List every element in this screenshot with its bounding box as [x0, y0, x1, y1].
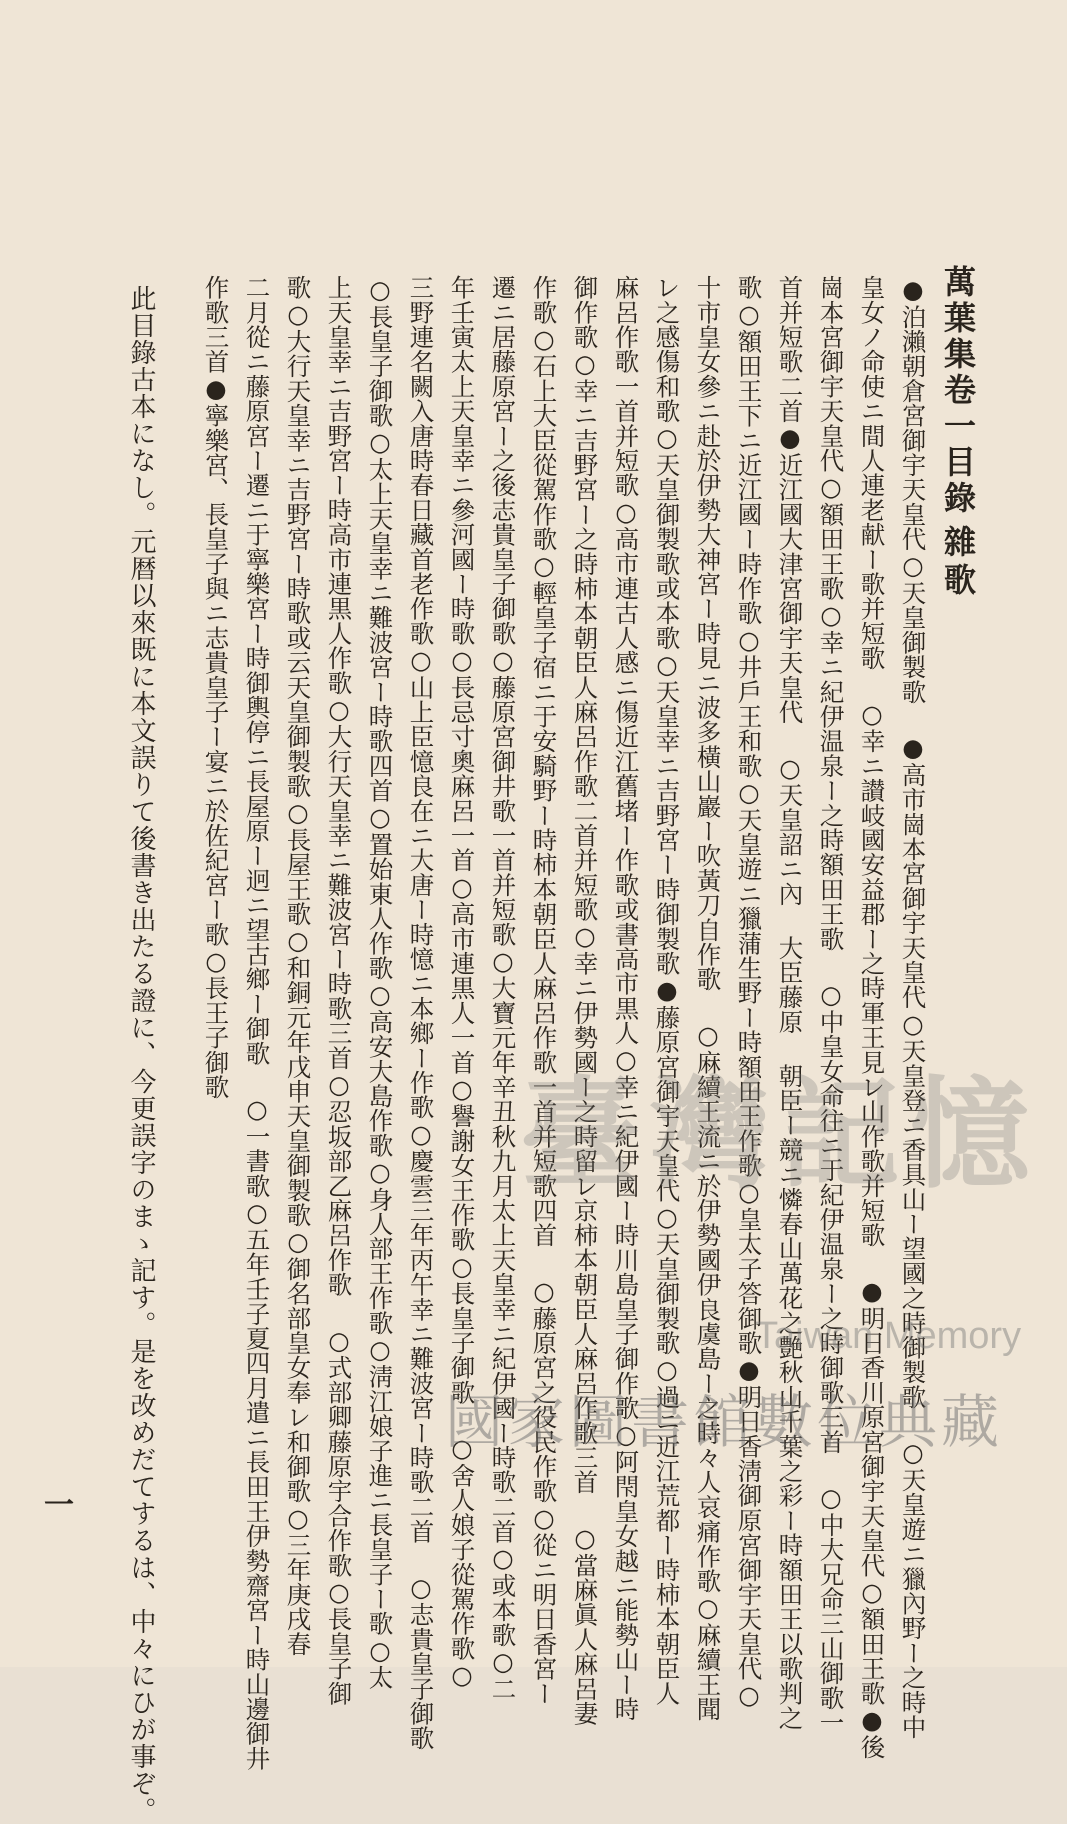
contents-line-18: 作歌三首●寧樂宮、長皇子與ニ志貴皇子ー宴ニ於佐紀宮ー歌○長王子御歌: [201, 275, 231, 1100]
contents-line-3: 崗本宮御宇天皇代○額田王歌○幸ニ紀伊温泉ー之時額田王歌 ○中皇女命往ニ于紀伊温泉ー之時御歌三首 ○中大兄命三山御歌一: [816, 275, 846, 1735]
contents-line-12: 年壬寅太上天皇幸ニ參河國ー時歌○長忌寸奧麻呂一首○高市連黒人一首○譽謝女王作歌○長皇子御歌 ○舍人娘子從駕作歌○: [447, 275, 477, 1690]
section-heading: 雜歌: [939, 525, 977, 601]
editorial-note: 此目錄古本になし。元暦以來既に本文誤りて後書き出たる證に、今更誤字のまゝ記す。是を改めだてするは、中々にひが事ぞ。: [126, 285, 156, 1824]
contents-line-2: 皇女ノ命使ニ間人連老献ー歌并短歌 ○幸ニ讃岐國安益郡ー之時軍王見レ山作歌并短歌 ●明日香川原宮御宇天皇代○額田王歌●後: [857, 275, 887, 1760]
contents-line-11: 遷ニ居藤原宮ー之後志貴皇子御歌○藤原宮御井歌一首并短歌○大寶元年辛丑秋九月太上天皇幸ニ紀伊國ー時歌二首○或本歌○二: [488, 275, 518, 1701]
contents-line-13: 三野連名闕入唐時春日藏首老作歌○山上臣憶良在ニ大唐ー時憶ニ本鄉ー作歌○慶雲三年丙午幸ニ難波宮ー時歌二首 ○志貴皇子御歌: [406, 275, 436, 1751]
contents-line-6: 十市皇女參ニ赴於伊勢大神宮ー時見ニ波多橫山巖ー吹黃刀自作歌 ○麻續王流ニ於伊勢國伊良虞島ー之時々人哀痛作歌○麻續王聞: [693, 275, 723, 1722]
contents-line-9: 御作歌○幸ニ吉野宮ー之時柿本朝臣人麻呂作歌二首并短歌○幸ニ伊勢國ー之時留レ京柿本朝臣人麻呂作歌三首 ○當麻眞人麻呂妻: [570, 275, 600, 1726]
watermark-chinese: 國家圖書館數位典藏: [445, 1388, 1004, 1456]
contents-line-17: 二月從ニ藤原宮ー遷ニ于寧樂宮ー時御輿停ニ長屋原ー迥ニ望古鄉ー御歌 ○一書歌○五年壬子夏四月遣ニ長田王伊勢齋宮ー時山邊御井: [242, 275, 272, 1771]
contents-line-8: 麻呂作歌一首并短歌○高市連古人感ニ傷近江舊堵ー作歌或書高市黒人○幸ニ紀伊國ー時川島皇子御作歌○阿閇皇女越ニ能勢山ー時: [611, 275, 641, 1722]
volume-title: 萬葉集卷一目錄: [939, 265, 977, 517]
contents-line-4: 首并短歌二首●近江國大津宮御宇天皇代 ○天皇詔ニ內 大臣藤原 朝臣ー競ニ憐春山萬花之艶秋山千葉之彩ー時額田王以歌判之: [775, 275, 805, 1731]
watermark-seal: 臺灣記憶: [520, 1064, 1040, 1205]
contents-line-1: ●泊瀨朝倉宮御宇天皇代○天皇御製歌 ●高市崗本宮御宇天皇代○天皇登ニ香具山ー望國之時御製歌 ○天皇遊ニ獵內野ー之時中: [898, 275, 928, 1740]
contents-line-16: 歌○大行天皇幸ニ吉野宮ー時歌或云天皇御製歌○長屋王歌○和銅元年戊申天皇御製歌○御名部皇女奉レ和御歌○三年庚戌春: [283, 275, 313, 1656]
page-number: 一: [44, 1488, 74, 1523]
contents-line-10: 作歌○石上大臣從駕作歌○輕皇子宿ニ于安騎野ー時柿本朝臣人麻呂作歌一首并短歌四首 ○藤原宮之役民作歌○從ニ明日香宮ー: [529, 275, 559, 1706]
contents-line-7: レ之感傷和歌○天皇御製歌或本歌○天皇幸ニ吉野宮ー時御製歌●藤原宮御宇天皇代○天皇御製歌○過ニ近江荒都ー時柿本朝臣人: [652, 275, 682, 1706]
contents-line-5: 歌○額田王下ニ近江國ー時作歌○井戶王和歌○天皇遊ニ獵蒲生野ー時額田王作歌○皇太子答御歌●明日香淸御原宮御宇天皇代○: [734, 275, 764, 1710]
watermark-english: Taiwan Memory: [755, 1315, 1022, 1357]
contents-line-14: ○長皇子御歌○太上天皇幸ニ難波宮ー時歌四首○置始東人作歌○高安大島作歌○身人部王作歌○淸江娘子進ニ長皇子ー歌○太: [365, 275, 395, 1690]
contents-line-15: 上天皇幸ニ吉野宮ー時高市連黒人作歌○大行天皇幸ニ難波宮ー時歌三首○忍坂部乙麻呂作歌 ○式部卿藤原宇合作歌○長皇子御: [324, 275, 354, 1706]
